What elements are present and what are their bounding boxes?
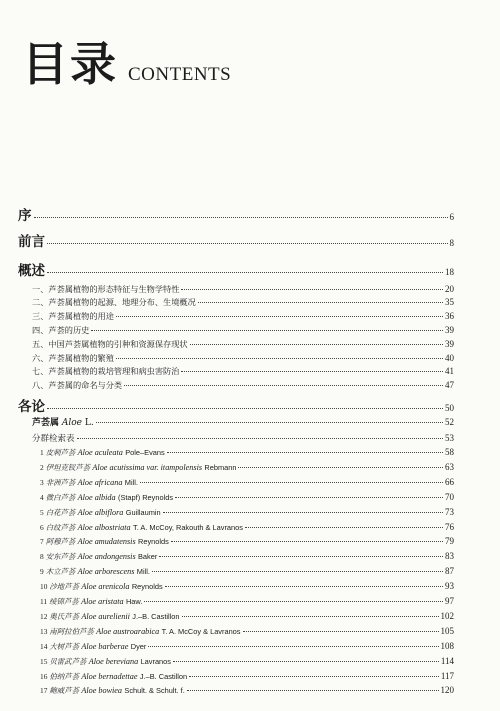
species-chinese-name: 大树芦荟 [49,642,79,651]
leader-dots [148,646,438,647]
leader-dots [91,330,443,331]
toc-section-overview[interactable] [18,263,454,279]
leader-dots [47,272,443,273]
toc-overview-item[interactable] [32,353,454,364]
toc-page-number: 39 [445,325,454,335]
toc-overview-item[interactable] [32,366,454,377]
toc-species-item[interactable] [40,462,454,473]
toc-page-number: 18 [445,267,454,277]
toc-species-label [40,671,187,682]
toc-species-label [40,447,165,458]
toc-species-item[interactable] [40,626,454,637]
toc-page-number: 52 [445,417,454,427]
leader-dots [144,601,443,602]
toc-species-label [40,641,146,652]
species-number: 3 [40,478,44,487]
leader-dots [116,316,443,317]
toc-section-species-accounts[interactable] [18,399,454,415]
species-author: T. A. McCoy, Rakouth & Lavranos [133,523,243,532]
species-latin-name: Aloe amudatensis [77,537,136,546]
toc-section-label: 序 [18,208,32,224]
toc-species-label [40,522,243,533]
toc-page-number: 41 [445,366,454,376]
toc-species-item[interactable] [40,671,454,682]
species-chinese-name: 伯纳芦荟 [49,672,79,681]
toc-item-label: 六、芦荟属植物的繁殖 [32,353,114,363]
species-latin-name: Aloe acutissima var. itampolensis [92,463,203,472]
toc-section-preface[interactable] [18,208,454,224]
toc-species-label [40,685,185,696]
toc-page-number: 47 [445,380,454,390]
toc-page-number: 120 [440,685,454,695]
toc-overview-item[interactable] [32,380,454,391]
species-number: 6 [40,523,44,532]
species-latin-name: Aloe albida [77,493,116,502]
species-latin-name: Aloe andongensis [77,552,136,561]
toc-species-item[interactable] [40,536,454,547]
toc-species-item[interactable] [40,641,454,652]
species-chinese-name: 微白芦荟 [45,493,76,502]
toc-species-label [40,551,157,562]
toc-overview-item[interactable] [32,297,454,308]
species-latin-name: Aloe bernadettae [81,672,138,681]
leader-dots [116,358,443,359]
toc-species-label [40,656,171,667]
toc-item-label: 七、芦荟属植物的栽培管理和病虫害防治 [32,366,180,376]
genus-author: L. [84,418,94,428]
species-author: Rebmann [204,463,237,472]
leader-dots [198,302,443,303]
species-author: J.–B. Castillon [132,612,180,621]
species-chinese-name: 贝雷武芦荟 [49,657,87,666]
species-number: 15 [40,657,48,666]
species-latin-name: Aloe aculeata [77,448,123,457]
species-chinese-name: 鲍威芦荟 [49,686,79,695]
species-number: 11 [40,597,48,606]
toc-page-number: 70 [445,492,454,502]
species-latin-name: Aloe africana [77,478,123,487]
toc-species-item[interactable] [40,685,454,696]
toc-page-number: 73 [445,507,454,517]
leader-dots [181,289,443,290]
leader-dots [152,571,443,572]
species-latin-name: Aloe bowiea [81,686,123,695]
leader-dots [140,482,443,483]
species-chinese-name: 木立芦荟 [45,567,76,576]
species-number: 14 [40,642,48,651]
toc-overview-item[interactable] [32,325,454,336]
species-author: Lavranos [140,657,171,666]
leader-dots [77,438,443,439]
toc-item-label: 二、芦荟属植物的起源、地理分布、生境概况 [32,297,196,307]
species-author: Guillaumin [125,508,161,517]
species-author: (Stapf) Reynolds [117,493,174,502]
species-chinese-name: 皮刺芦荟 [45,448,76,457]
leader-dots [167,452,443,453]
species-chinese-name: 白纹芦荟 [45,523,76,532]
toc-species-label [40,477,138,488]
species-author: Dyer [130,642,147,651]
toc-species-label [40,536,169,547]
page-title [22,28,231,94]
species-chinese-name: 非洲芦荟 [45,478,76,487]
leader-dots [47,408,443,409]
species-latin-name: Aloe albostriata [77,523,131,532]
toc-species-label [40,492,173,503]
toc-section-label: 各论 [18,399,45,415]
toc-page-number: 66 [445,477,454,487]
species-author: Schult. & Schult. f. [124,686,185,695]
leader-dots [181,371,443,372]
leader-dots [245,527,443,528]
toc-key-entry[interactable] [32,433,454,444]
toc-species-item[interactable] [40,492,454,503]
toc-section-label: 前言 [18,234,45,250]
toc-species-item[interactable] [40,581,454,592]
leader-dots [34,217,448,218]
toc-species-label [40,581,163,592]
toc-page-number: 114 [440,656,454,666]
leader-dots [182,616,439,617]
toc-page-number: 35 [445,297,454,307]
toc-species-label [40,507,161,518]
toc-item-label: 八、芦荟属的命名与分类 [32,380,123,390]
toc-key-label: 分群检索表 [32,434,75,444]
toc-page-number: 63 [445,462,454,472]
toc-page-number: 8 [449,238,454,248]
toc-species-label [40,626,241,637]
toc-species-label [40,596,142,607]
species-author: Mill. [124,478,138,487]
toc-species-item[interactable] [40,551,454,562]
species-chinese-name: 白花芦荟 [45,508,76,517]
leader-dots [124,385,443,386]
species-number: 1 [40,448,44,457]
toc-overview-item[interactable] [32,284,454,295]
leader-dots [238,467,443,468]
species-latin-name: Aloe barberae [81,642,129,651]
species-number: 7 [40,537,44,546]
genus-chinese-name: 芦荟属 [32,418,60,428]
species-number: 16 [40,672,48,681]
leader-dots [243,631,439,632]
toc-page-number: 102 [440,611,454,621]
toc-page-number: 39 [445,339,454,349]
species-latin-name: Aloe arborescens [77,567,135,576]
species-latin-name: Aloe bereviana [88,657,139,666]
species-author: T. A. McCoy & Lavranos [161,627,241,636]
toc-species-label [40,611,180,622]
toc-species-label [40,462,236,473]
toc-genus-label [32,418,94,429]
leader-dots [96,422,443,423]
toc-species-item[interactable] [40,507,454,518]
toc-page-number: 53 [445,433,454,443]
species-number: 12 [40,612,48,621]
toc-species-label [40,566,150,577]
species-author: Baker [138,552,158,561]
toc-page-number: 76 [445,522,454,532]
species-number: 9 [40,567,44,576]
toc-genus-entry[interactable] [32,417,454,428]
leader-dots [171,541,443,542]
toc-page-number: 105 [440,626,454,636]
toc-item-label: 五、中国芦荟属植物的引种和资源保存现状 [32,339,188,349]
species-author: J.–B. Castillon [139,672,188,681]
species-chinese-name: 阿穆芦荟 [45,537,76,546]
toc-item-label: 四、芦荟的历史 [32,325,90,335]
species-latin-name: Aloe albiflora [77,508,124,517]
species-number: 13 [40,627,48,636]
toc-page-number: 6 [449,212,454,222]
toc-page-number: 83 [445,551,454,561]
toc-item-label: 一、芦荟属植物的形态特征与生物学特性 [32,284,180,294]
leader-dots [187,690,439,691]
species-latin-name: Aloe arenicola [81,582,130,591]
species-latin-name: Aloe austroarabica [96,627,160,636]
species-number: 10 [40,582,48,591]
toc-page-number: 50 [445,403,454,413]
leader-dots [189,676,439,677]
toc-page-number: 36 [445,311,454,321]
toc-species-item[interactable] [40,522,454,533]
species-chinese-name: 南阿拉伯芦荟 [49,627,94,636]
toc-species-item[interactable] [40,596,454,607]
toc-species-item[interactable] [40,611,454,622]
genus-latin-name: Aloe [61,418,83,428]
species-chinese-name: 奥氏芦荟 [49,612,79,621]
species-chinese-name: 安东芦荟 [45,552,76,561]
leader-dots [163,512,443,513]
toc-species-item[interactable] [40,566,454,577]
species-author: Reynolds [131,582,163,591]
toc-page-number: 108 [440,641,454,651]
toc-overview-item[interactable] [32,311,454,322]
toc-section-foreword[interactable] [18,234,454,250]
species-number: 5 [40,508,44,517]
leader-dots [190,344,443,345]
leader-dots [47,243,448,244]
toc-page-number: 20 [445,284,454,294]
toc-section-label: 概述 [18,263,45,279]
leader-dots [159,556,443,557]
species-author: Haw. [125,597,143,606]
toc-species-item[interactable] [40,477,454,488]
species-number: 8 [40,552,44,561]
species-author: Pole–Evans [125,448,165,457]
leader-dots [175,497,443,498]
toc-species-item[interactable] [40,656,454,667]
leader-dots [173,661,439,662]
species-latin-name: Aloe aurelienii [81,612,130,621]
toc-species-item[interactable] [40,447,454,458]
species-chinese-name: 伊坦克钗芦荟 [45,463,91,472]
species-latin-name: Aloe aristata [81,597,124,606]
title-english: CONTENTS [128,64,232,85]
toc-page-number: 58 [445,447,454,457]
toc-page-number: 40 [445,353,454,363]
species-author: Reynolds [138,537,169,546]
toc-page-number: 87 [445,566,454,576]
species-chinese-name: 绫锦芦荟 [49,597,79,606]
species-author: Mill. [136,567,150,576]
toc-page-number: 79 [445,536,454,546]
toc-page-number: 97 [445,596,454,606]
title-chinese: 目录 [22,37,118,91]
toc-page-number: 117 [440,671,454,681]
leader-dots [165,586,443,587]
toc-overview-item[interactable] [32,339,454,350]
species-number: 2 [40,463,44,472]
species-chinese-name: 沙地芦荟 [49,582,79,591]
species-number: 4 [40,493,44,502]
toc-page-number: 93 [445,581,454,591]
species-number: 17 [40,686,48,695]
toc-item-label: 三、芦荟属植物的用途 [32,311,114,321]
